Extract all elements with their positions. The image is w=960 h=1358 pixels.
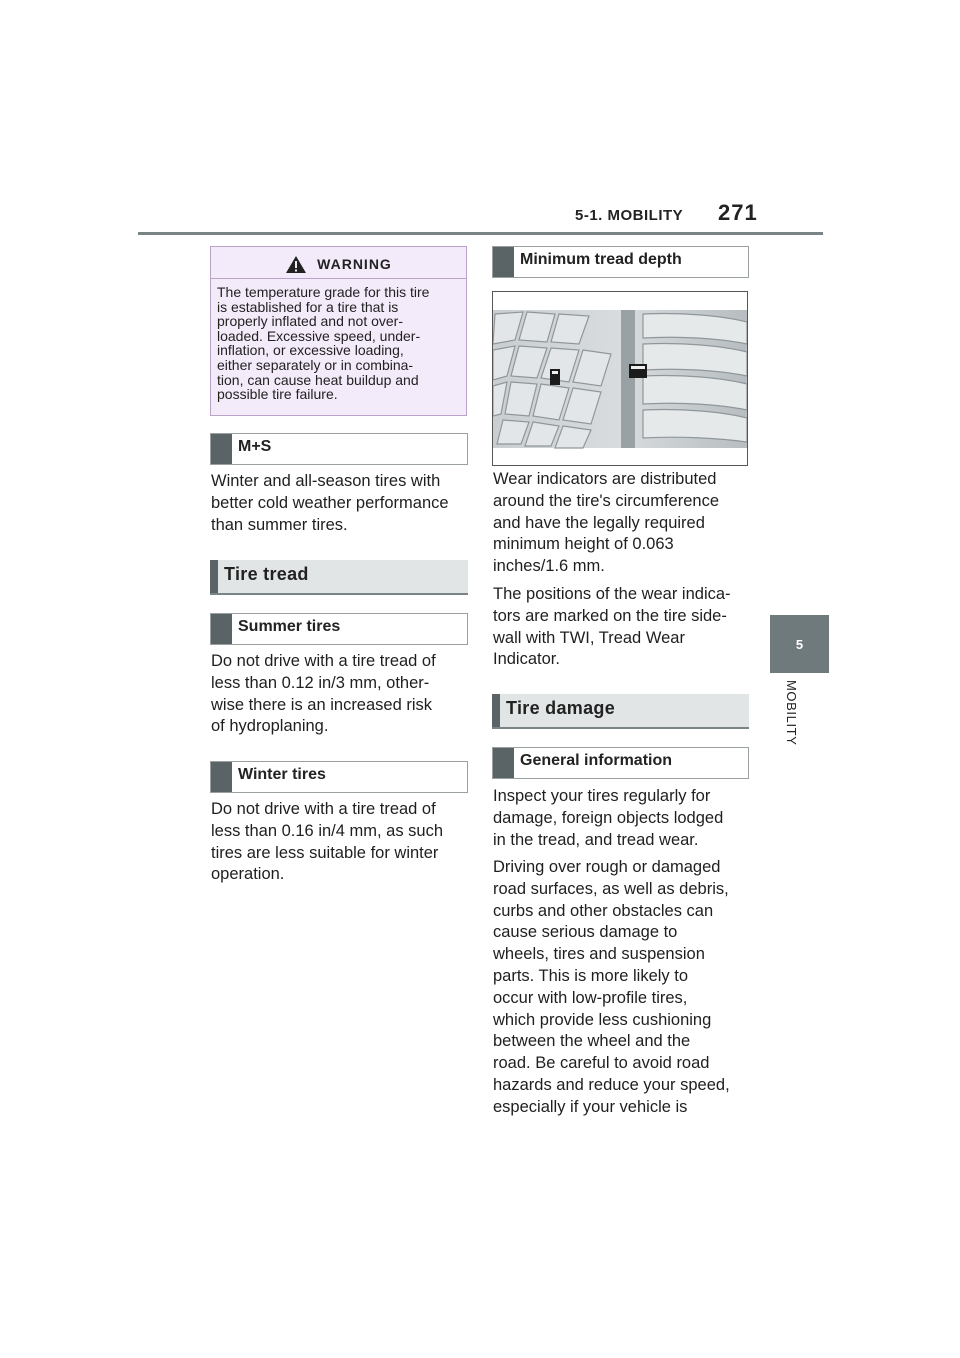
tire-tread-image bbox=[493, 292, 747, 465]
paragraph-inspect: Inspect your tires regularly for damage, foreign objects lodged in the tread, and tread wear. bbox=[493, 787, 724, 849]
warning-header bbox=[211, 250, 466, 278]
heading-minimum-tread-depth: Minimum tread depth bbox=[492, 246, 749, 278]
heading-general-information: General information bbox=[492, 747, 749, 779]
paragraph-ms: Winter and all-season tires with better cold weather performance than summer tires. bbox=[211, 472, 449, 534]
heading-tire-damage: Tire damage bbox=[492, 694, 749, 729]
heading-summer-tires: Summer tires bbox=[210, 613, 468, 645]
page-number: 271 bbox=[718, 200, 758, 225]
chapter-label: MOBILITY bbox=[784, 680, 799, 746]
paragraph-driving: Driving over rough or damaged road surfaces, as well as debris, curbs and other obstacles can cause serious damage to wheels, tires and suspension parts. This is more likely to occur with low-profile tires, which provide less cushioning between the wheel and the road. Be careful to avoid road hazards and reduce your speed, especially if your vehicle is bbox=[493, 858, 730, 1116]
warning-triangle-icon bbox=[285, 255, 307, 274]
chapter-tab bbox=[770, 615, 829, 673]
heading-tire-tread: Tire tread bbox=[210, 560, 468, 595]
heading-ms: M+S bbox=[210, 433, 468, 465]
paragraph-winter-tires: Do not drive with a tire tread of less than 0.16 in/4 mm, as such tires are less suitable for winter operation. bbox=[211, 800, 444, 884]
warning-divider bbox=[211, 278, 466, 279]
header-rule bbox=[138, 232, 823, 235]
chapter-number: 5 bbox=[795, 636, 804, 652]
paragraph-summer-tires: Do not drive with a tire tread of less than 0.12 in/3 mm, other- wise there is an increased risk of hydroplaning. bbox=[211, 652, 436, 736]
warning-title: WARNING bbox=[317, 256, 392, 272]
section-title: 5-1. MOBILITY bbox=[575, 207, 684, 224]
paragraph-wear-indicators: Wear indicators are distributed around the tire's circumference and have the legally required minimum height of 0.063 inches/1.6 mm. bbox=[493, 470, 720, 576]
warning-box bbox=[210, 246, 467, 416]
warning-text: The temperature grade for this tire is established for a tire that is properly inflated and not over- loaded. Excessive speed, under- inflation, or excessive loading, either separately or in combina- tion, can cause heat buildup and possible tire failure. bbox=[217, 284, 430, 403]
paragraph-twi: The positions of the wear indica- tors are marked on the tire side- wall with TWI, Tread Wear Indicator. bbox=[493, 585, 731, 669]
tire-tread-illustration bbox=[492, 291, 748, 466]
heading-winter-tires: Winter tires bbox=[210, 761, 468, 793]
